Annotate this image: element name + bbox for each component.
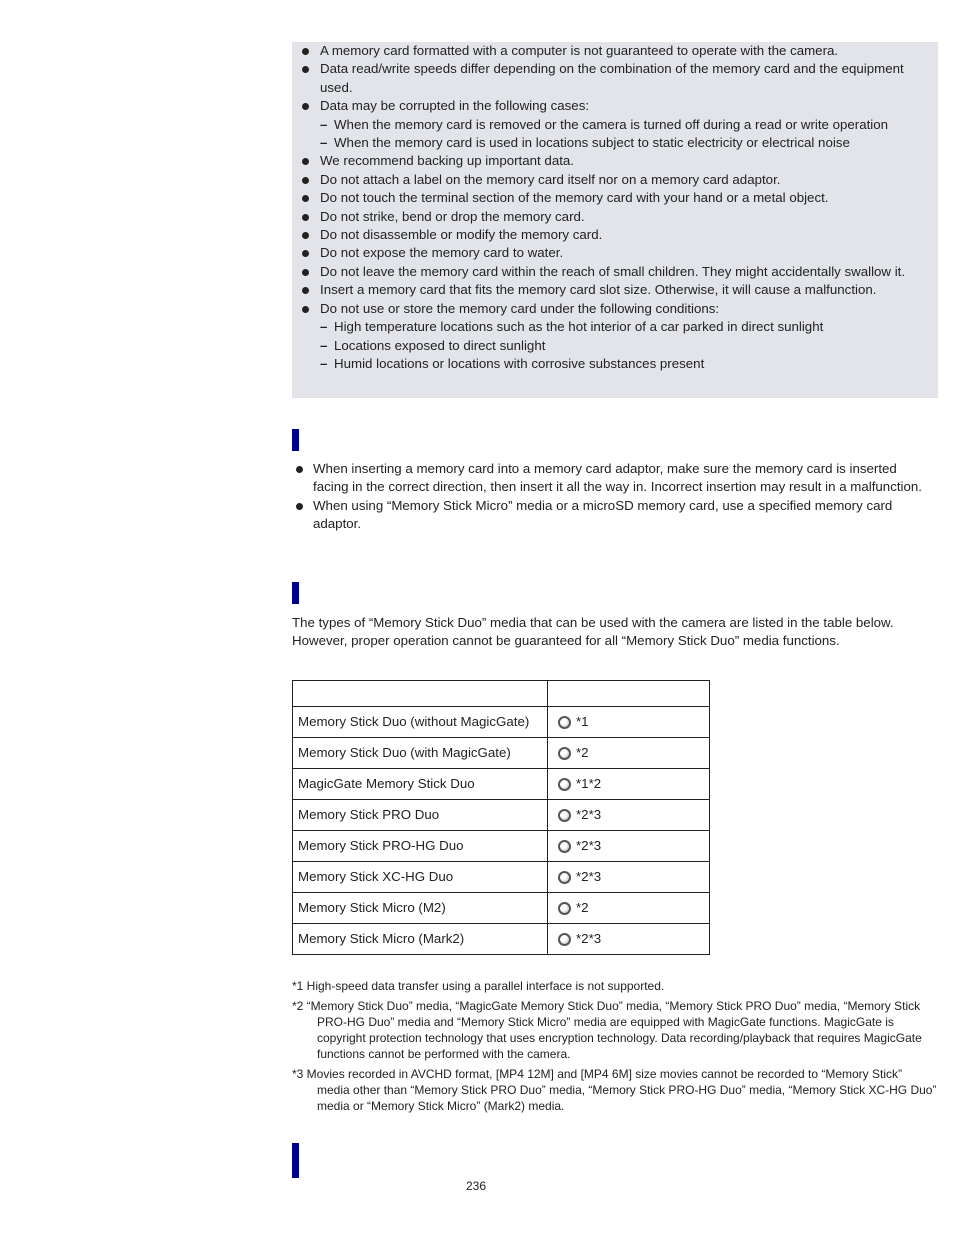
list-item-text: Do not expose the memory card to water.	[320, 245, 564, 261]
msd-intro: The types of “Memory Stick Duo” media that can be used with the camera are listed in the table below. However, proper operation cannot be guaranteed for all “Memory Stick Duo” media functions.	[292, 615, 894, 649]
list-item	[292, 281, 938, 299]
table-row	[293, 831, 710, 862]
compatibility-cell	[548, 707, 710, 738]
compatibility-cell	[548, 831, 710, 862]
footnote: *1 High-speed data transfer using a parallel interface is not supported.	[292, 979, 665, 993]
memory-stick-table	[292, 680, 710, 955]
list-item-text: Insert a memory card that fits the memory card slot size. Otherwise, it will cause a malfunction.	[320, 282, 877, 298]
list-item	[292, 60, 938, 97]
notes-box	[292, 42, 938, 398]
compatibility-cell	[548, 800, 710, 831]
supported-circle-icon	[558, 747, 571, 760]
adaptor-notes-list	[292, 460, 932, 534]
sub-list-item: – When the memory card is removed or the camera is turned off during a read or write operation	[320, 116, 938, 134]
supported-circle-icon	[558, 778, 571, 791]
media-type-cell: Memory Stick Duo (with MagicGate)	[293, 738, 548, 769]
compatibility-cell	[548, 893, 710, 924]
section-heading-marker	[292, 1143, 299, 1178]
table-row	[293, 924, 710, 955]
footnote-ref: *2*3	[576, 868, 602, 884]
footnote-ref: *2*3	[576, 930, 602, 946]
compatibility-cell	[548, 769, 710, 800]
sub-list	[320, 318, 938, 373]
footnote-ref: *2	[576, 899, 589, 915]
sub-list-item: – Locations exposed to direct sunlight	[320, 337, 938, 355]
table-row	[293, 738, 710, 769]
list-item	[292, 152, 938, 170]
list-item	[292, 263, 938, 281]
media-type-cell: MagicGate Memory Stick Duo	[293, 769, 548, 800]
table-row	[293, 800, 710, 831]
section-heading-marker	[292, 429, 299, 451]
footnotes	[292, 978, 937, 1118]
sub-list	[320, 116, 938, 153]
media-type-cell: Memory Stick PRO-HG Duo	[293, 831, 548, 862]
list-item	[292, 226, 938, 244]
footnote: *3 Movies recorded in AVCHD format, [MP4 12M] and [MP4 6M] size movies cannot be recorded to “Memory Stick” media other than “Memory Stick PRO Duo” media, “Memory Stick PRO-HG Duo” media, “Memory Stick XC-HG Duo” media or “Memory Stick Micro” (Mark2) media.	[292, 1067, 937, 1113]
media-type-cell: Memory Stick Duo (without MagicGate)	[293, 707, 548, 738]
sub-list-item: – High temperature locations such as the hot interior of a car parked in direct sunlight	[320, 318, 938, 336]
table-row	[293, 769, 710, 800]
list-item-text: Do not leave the memory card within the reach of small children. They might accidentally swallow it.	[320, 263, 906, 279]
list-item-text: Do not strike, bend or drop the memory card.	[320, 208, 585, 224]
list-item	[292, 300, 938, 374]
footnote-ref: *2	[576, 744, 589, 760]
list-item	[292, 244, 938, 262]
table-header-row	[293, 681, 710, 707]
compatibility-cell	[548, 924, 710, 955]
list-item-text: Do not touch the terminal section of the memory card with your hand or a metal object.	[320, 190, 829, 206]
supported-circle-icon	[558, 902, 571, 915]
list-item: When inserting a memory card into a memory card adaptor, make sure the memory card is inserted facing in the correct direction, then insert it all the way in. Incorrect insertion may result in a malfunction.	[292, 460, 932, 497]
list-item-text: A memory card formatted with a computer is not guaranteed to operate with the camera.	[320, 43, 839, 58]
table-header-cell	[293, 681, 548, 707]
list-item-text: Do not disassemble or modify the memory card.	[320, 227, 603, 243]
table-row	[293, 862, 710, 893]
footnote-ref: *2*3	[576, 806, 602, 822]
list-item-text: Do not use or store the memory card under the following conditions:	[320, 300, 720, 316]
table-row	[293, 707, 710, 738]
supported-circle-icon	[558, 716, 571, 729]
list-item: When using “Memory Stick Micro” media or a microSD memory card, use a specified memory card adaptor.	[292, 497, 932, 534]
list-item-text: Data read/write speeds differ depending on the combination of the memory card and the equipment used.	[320, 61, 904, 95]
compatibility-cell	[548, 738, 710, 769]
supported-circle-icon	[558, 933, 571, 946]
footnote-ref: *2*3	[576, 837, 602, 853]
footnote-ref: *1*2	[576, 775, 602, 791]
footnote-ref: *1	[576, 713, 589, 729]
section-heading-marker	[292, 582, 299, 604]
notes-list	[292, 42, 938, 373]
list-item	[292, 208, 938, 226]
list-item-text: Data may be corrupted in the following cases:	[320, 98, 590, 114]
media-type-cell: Memory Stick XC-HG Duo	[293, 862, 548, 893]
list-item-text: Do not attach a label on the memory card itself nor on a memory card adaptor.	[320, 171, 781, 187]
sub-list-item: – When the memory card is used in locations subject to static electricity or electrical noise	[320, 134, 938, 152]
compatibility-cell	[548, 862, 710, 893]
sub-list-item: – Humid locations or locations with corrosive substances present	[320, 355, 938, 373]
media-type-cell: Memory Stick Micro (M2)	[293, 893, 548, 924]
list-item	[292, 189, 938, 207]
table-header-cell	[548, 681, 710, 707]
page-number: 236	[466, 1179, 487, 1193]
supported-circle-icon	[558, 840, 571, 853]
supported-circle-icon	[558, 871, 571, 884]
footnote: *2 “Memory Stick Duo” media, “MagicGate Memory Stick Duo” media, “Memory Stick PRO Duo” media, “Memory Stick PRO-HG Duo” media and “Memory Stick Micro” media are equipped with MagicGate functions. MagicGate is copyright protection technology that uses encryption technology. Data recording/playback that requires MagicGate functions cannot be performed with the camera.	[292, 999, 922, 1061]
table-row	[293, 893, 710, 924]
list-item	[292, 97, 938, 152]
list-item-text: We recommend backing up important data.	[320, 153, 575, 169]
supported-circle-icon	[558, 809, 571, 822]
media-type-cell: Memory Stick PRO Duo	[293, 800, 548, 831]
media-type-cell: Memory Stick Micro (Mark2)	[293, 924, 548, 955]
list-item	[292, 171, 938, 189]
list-item	[292, 42, 938, 60]
